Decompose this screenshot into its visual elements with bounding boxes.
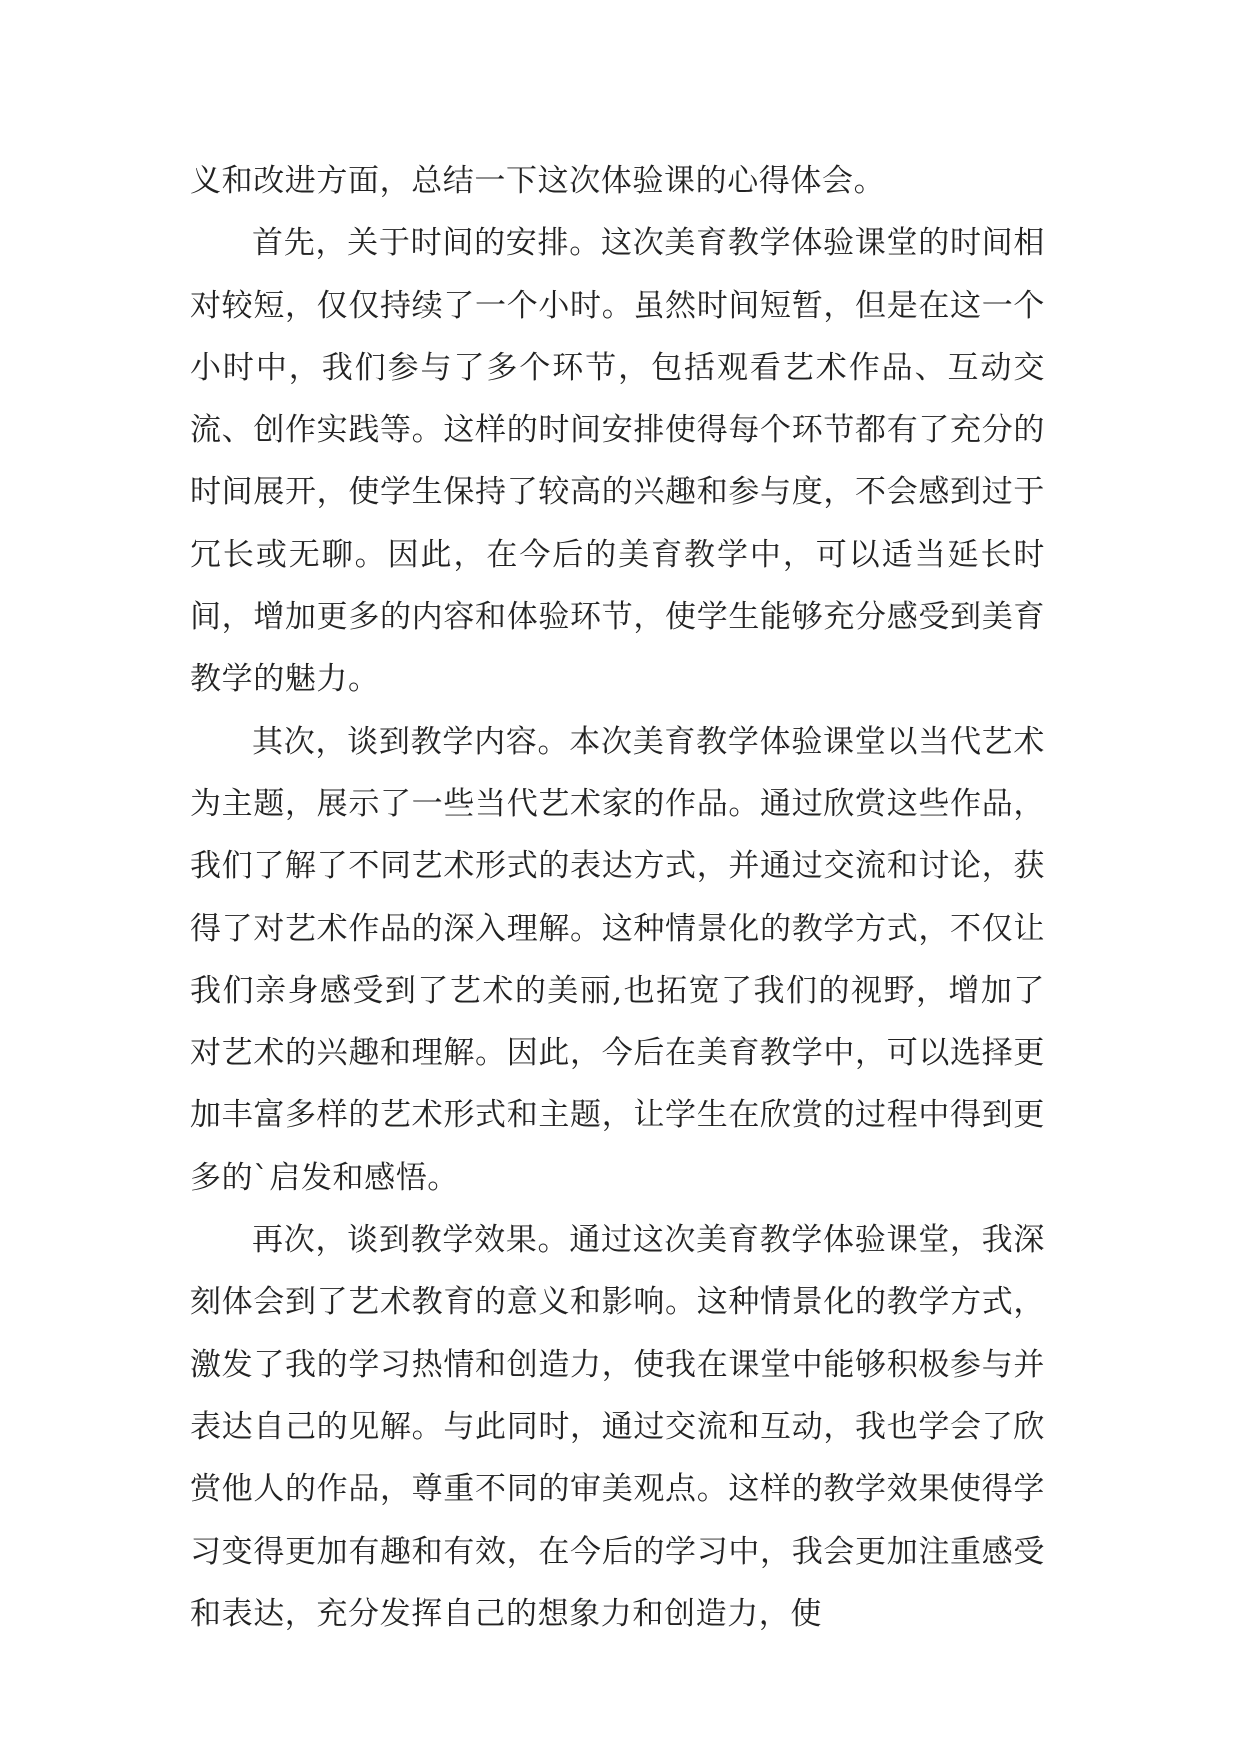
paragraph-teaching-content: 其次，谈到教学内容。本次美育教学体验课堂以当代艺术为主题，展示了一些当代艺术家的作品。通过欣赏这些作品，我们了解了不同艺术形式的表达方式，并通过交流和讨论，获得了对艺术作品的深入理解。这种情景化的教学方式，不仅让我们亲身感受到了艺术的美丽,也拓宽了我们的视野，增加了对艺术的兴趣和理解。因此，今后在美育教学中，可以选择更加丰富多样的艺术形式和主题，让学生在欣赏的过程中得到更多的`启发和感悟。 xyxy=(190,723,1045,1196)
body-text xyxy=(190,150,1045,1645)
paragraph-teaching-effect: 再次，谈到教学效果。通过这次美育教学体验课堂，我深刻体会到了艺术教育的意义和影响。这种情景化的教学方式，激发了我的学习热情和创造力，使我在课堂中能够积极参与并表达自己的见解。与此同时，通过交流和互动，我也学会了欣赏他人的作品，尊重不同的审美观点。这样的教学效果使得学习变得更加有趣和有效，在今后的学习中，我会更加注重感受和表达，充分发挥自己的想象力和创造力，使 xyxy=(190,1222,1045,1632)
paragraph-continuation: 义和改进方面，总结一下这次体验课的心得体会。 xyxy=(190,163,886,199)
paragraph-time-arrangement: 首先，关于时间的安排。这次美育教学体验课堂的时间相对较短，仅仅持续了一个小时。虽然时间短暂，但是在这一个小时中，我们参与了多个环节，包括观看艺术作品、互动交流、创作实践等。这样的时间安排使得每个环节都有了充分的时间展开，使学生保持了较高的兴趣和参与度，不会感到过于冗长或无聊。因此，在今后的美育教学中，可以适当延长时间，增加更多的内容和体验环节，使学生能够充分感受到美育教学的魅力。 xyxy=(190,225,1045,698)
